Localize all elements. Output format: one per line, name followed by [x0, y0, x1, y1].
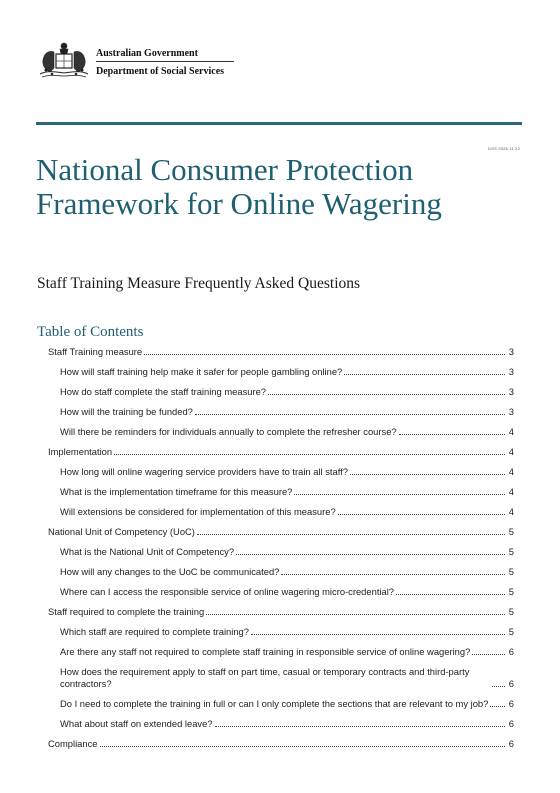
toc-entry-text: Which staff are required to complete training? — [60, 626, 249, 637]
toc-leader-dots — [344, 374, 505, 375]
document-id: DSS 2026.11.22 — [488, 146, 520, 151]
toc-question-link[interactable] — [60, 486, 514, 498]
toc-page-number: 5 — [508, 586, 514, 597]
toc-page-number: 6 — [508, 738, 514, 749]
toc-leader-dots — [195, 414, 505, 415]
toc-leader-dots — [100, 746, 505, 747]
toc-entry-text: How will the training be funded? — [60, 406, 193, 417]
document-title: National Consumer Protection Framework for Online Wagering — [36, 152, 442, 221]
toc-leader-dots — [472, 654, 505, 655]
toc-entry-text: What is the implementation timeframe for this measure? — [60, 486, 293, 497]
coat-of-arms-logo — [34, 40, 94, 80]
header-rule — [36, 122, 522, 125]
toc-entry-text: How does the requirement apply to staff on part time, casual or temporary contracts and third-party contractors? — [60, 666, 470, 689]
toc-page-number: 4 — [508, 486, 514, 497]
toc-leader-dots — [251, 634, 505, 635]
toc-leader-dots — [350, 474, 505, 475]
toc-entry-text: How do staff complete the staff training measure? — [60, 386, 267, 397]
toc-entry-text: Staff Training measure — [48, 346, 143, 357]
toc-question-link[interactable] — [60, 506, 514, 518]
toc-question-link[interactable] — [60, 698, 514, 710]
toc-entry-text: Compliance — [48, 738, 98, 749]
toc-question-link[interactable] — [60, 566, 514, 578]
toc-entry-text: What about staff on extended leave? — [60, 718, 213, 729]
department-name: Department of Social Services — [96, 61, 234, 79]
toc-question-link[interactable] — [60, 626, 514, 638]
toc-page-number: 6 — [508, 678, 514, 689]
toc-entry-text: National Unit of Competency (UoC) — [48, 526, 195, 537]
toc-page-number: 5 — [508, 546, 514, 557]
toc-page-number: 5 — [508, 606, 514, 617]
toc-page-number: 5 — [508, 566, 514, 577]
toc-question-link[interactable] — [60, 546, 514, 558]
toc-leader-dots — [281, 574, 505, 575]
toc-heading: Table of Contents — [37, 324, 144, 340]
toc-question-link[interactable] — [60, 646, 514, 658]
table-of-contents — [48, 346, 514, 750]
toc-entry-text: Do I need to complete the training in full or can I only complete the sections that are relevant to my job? — [60, 698, 489, 709]
toc-entry-text: Staff required to complete the training — [48, 606, 205, 617]
toc-page-number: 3 — [508, 366, 514, 377]
toc-leader-dots — [294, 494, 505, 495]
toc-leader-dots — [206, 614, 505, 615]
toc-page-number: 5 — [508, 526, 514, 537]
toc-entry-text: What is the National Unit of Competency? — [60, 546, 235, 557]
toc-page-number: 4 — [508, 466, 514, 477]
toc-page-number: 6 — [508, 698, 514, 709]
toc-leader-dots — [490, 706, 505, 707]
toc-section-link[interactable] — [48, 526, 514, 538]
agency-block — [96, 46, 234, 79]
toc-section-link[interactable] — [48, 606, 514, 618]
toc-entry-text: How long will online wagering service providers have to train all staff? — [60, 466, 348, 477]
toc-leader-dots — [268, 394, 505, 395]
toc-page-number: 6 — [508, 646, 514, 657]
toc-page-number: 4 — [508, 426, 514, 437]
toc-entry-text: Will extensions be considered for implementation of this measure? — [60, 506, 336, 517]
toc-question-link[interactable] — [60, 426, 514, 438]
toc-page-number: 3 — [508, 406, 514, 417]
toc-question-link[interactable] — [60, 666, 514, 690]
toc-leader-dots — [197, 534, 505, 535]
toc-question-link[interactable] — [60, 406, 514, 418]
toc-leader-dots — [399, 434, 505, 435]
toc-question-link[interactable] — [60, 466, 514, 478]
toc-entry-text: Implementation — [48, 446, 113, 457]
toc-page-number: 3 — [508, 346, 514, 357]
toc-section-link[interactable] — [48, 738, 514, 750]
toc-leader-dots — [114, 454, 505, 455]
toc-question-link[interactable] — [60, 386, 514, 398]
toc-entry-text: Will there be reminders for individuals annually to complete the refresher course? — [60, 426, 397, 437]
toc-leader-dots — [396, 594, 505, 595]
toc-entry-text: How will staff training help make it safer for people gambling online? — [60, 366, 343, 377]
toc-question-link[interactable] — [60, 718, 514, 730]
toc-page-number: 4 — [508, 506, 514, 517]
toc-leader-dots — [236, 554, 505, 555]
toc-page-number: 4 — [508, 446, 514, 457]
toc-question-link[interactable] — [60, 366, 514, 378]
government-name: Australian Government — [96, 48, 198, 59]
toc-entry-text: Are there any staff not required to complete staff training in responsible service of online wagering? — [60, 646, 471, 657]
toc-page-number: 6 — [508, 718, 514, 729]
toc-page-number: 5 — [508, 626, 514, 637]
toc-section-link[interactable] — [48, 346, 514, 358]
toc-section-link[interactable] — [48, 446, 514, 458]
document-subtitle: Staff Training Measure Frequently Asked Questions — [37, 275, 361, 292]
toc-question-link[interactable] — [60, 586, 514, 598]
toc-leader-dots — [492, 686, 505, 687]
toc-page-number: 3 — [508, 386, 514, 397]
toc-leader-dots — [144, 354, 505, 355]
toc-entry-text: Where can I access the responsible service of online wagering micro-credential? — [60, 586, 395, 597]
toc-leader-dots — [215, 726, 505, 727]
toc-entry-text: How will any changes to the UoC be communicated? — [60, 566, 280, 577]
toc-leader-dots — [338, 514, 505, 515]
